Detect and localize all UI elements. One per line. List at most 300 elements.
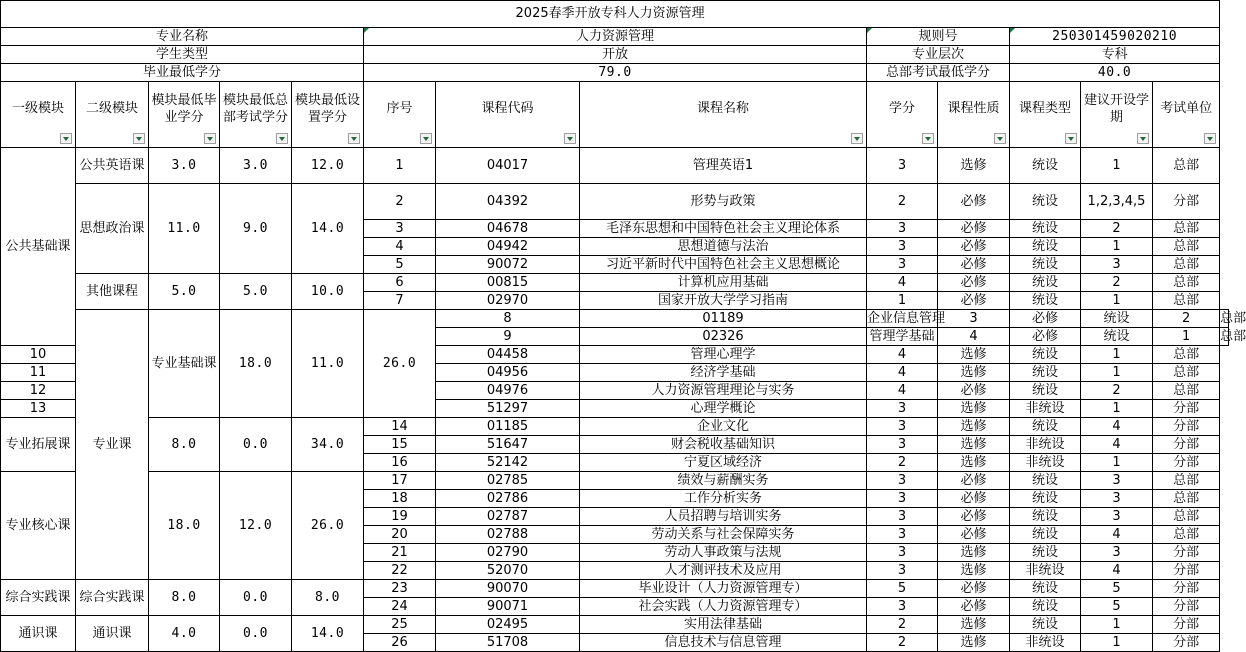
nature-cell[interactable]: 必修 (938, 526, 1010, 544)
code-cell[interactable]: 04942 (436, 238, 580, 256)
seq-cell[interactable]: 10 (1, 346, 76, 364)
module-hq-cell[interactable]: 5.0 (220, 274, 292, 310)
nature-cell[interactable]: 必修 (938, 598, 1010, 616)
type-cell[interactable]: 统设 (1010, 580, 1081, 598)
term-cell[interactable]: 2 (1153, 310, 1220, 328)
filter-dropdown-icon[interactable] (60, 133, 72, 144)
nature-cell[interactable]: 必修 (938, 220, 1010, 238)
module-set-cell[interactable]: 26.0 (292, 472, 364, 580)
code-cell[interactable]: 02790 (436, 544, 580, 562)
title-row (1, 1, 1229, 28)
nature-cell[interactable]: 必修 (938, 580, 1010, 598)
credit-cell[interactable]: 3 (867, 148, 938, 184)
unit-cell[interactable]: 分部 (1153, 562, 1220, 580)
credit-cell[interactable]: 4 (867, 364, 938, 382)
seq-cell[interactable]: 21 (364, 544, 436, 562)
seq-cell[interactable]: 13 (1, 400, 76, 418)
code-cell[interactable]: 01189 (580, 310, 867, 328)
nature-cell[interactable]: 选修 (938, 418, 1010, 436)
course-name-cell[interactable]: 信息技术与信息管理 (580, 634, 867, 652)
code-cell[interactable]: 04976 (436, 382, 580, 400)
unit-cell[interactable]: 总部 (1153, 526, 1220, 544)
term-cell[interactable]: 5 (1081, 580, 1153, 598)
credit-cell[interactable]: 1 (867, 292, 938, 310)
credit-cell[interactable]: 4 (867, 382, 938, 400)
credit-cell[interactable]: 3 (867, 508, 938, 526)
unit-cell[interactable]: 分部 (1153, 436, 1220, 454)
term-cell[interactable]: 1 (1081, 616, 1153, 634)
col-header-mod-min-grad-text: 模块最低毕业学分 (151, 92, 217, 125)
seq-cell[interactable]: 4 (364, 238, 436, 256)
level1-cell-public[interactable]: 公共基础课 (1, 148, 76, 346)
term-cell[interactable]: 3 (1081, 472, 1153, 490)
seq-cell[interactable]: 26 (364, 634, 436, 652)
module-hq-cell[interactable]: 0.0 (220, 580, 292, 616)
seq-cell[interactable]: 6 (364, 274, 436, 292)
type-cell[interactable]: 统设 (1010, 256, 1081, 274)
unit-cell[interactable]: 总部 (1153, 274, 1220, 292)
hq-min-credit-value[interactable]: 40.0 (1010, 64, 1220, 82)
course-name-cell[interactable]: 绩效与薪酬实务 (580, 472, 867, 490)
term-cell[interactable]: 4 (1081, 526, 1153, 544)
type-cell[interactable]: 统设 (1010, 292, 1081, 310)
module-set-cell[interactable]: 10.0 (292, 274, 364, 310)
col-header-name[interactable] (580, 82, 867, 148)
filter-dropdown-icon[interactable] (1065, 133, 1077, 144)
nature-cell[interactable]: 必修 (938, 490, 1010, 508)
code-cell[interactable]: 90071 (436, 598, 580, 616)
seq-cell[interactable]: 5 (364, 256, 436, 274)
type-cell[interactable]: 统设 (1010, 598, 1081, 616)
module-name-cell[interactable]: 思想政治课 (76, 184, 149, 274)
module-name-cell[interactable]: 综合实践课 (76, 580, 149, 616)
seq-cell[interactable]: 2 (364, 184, 436, 220)
course-name-cell[interactable]: 实用法律基础 (580, 616, 867, 634)
module-name-cell[interactable]: 专业拓展课 (1, 418, 76, 472)
seq-cell[interactable]: 22 (364, 562, 436, 580)
code-cell[interactable]: 90070 (436, 580, 580, 598)
code-cell[interactable]: 04678 (436, 220, 580, 238)
course-name-cell[interactable]: 毕业设计（人力资源管理专） (580, 580, 867, 598)
course-name-cell[interactable]: 经济学基础 (580, 364, 867, 382)
credit-cell[interactable]: 3 (938, 310, 1010, 328)
term-cell[interactable]: 1 (1081, 454, 1153, 472)
type-cell[interactable]: 统设 (1010, 616, 1081, 634)
course-name-cell[interactable]: 习近平新时代中国特色社会主义思想概论 (580, 256, 867, 274)
module-grad-cell[interactable]: 18.0 (220, 310, 292, 418)
major-name-value[interactable] (364, 28, 867, 46)
module-set-cell[interactable]: 14.0 (292, 184, 364, 274)
course-name-cell[interactable]: 宁夏区域经济 (580, 454, 867, 472)
table-row (1, 184, 1229, 220)
module-grad-cell[interactable]: 11.0 (149, 184, 220, 274)
module-name-cell[interactable]: 其他课程 (76, 274, 149, 310)
unit-cell[interactable]: 总部 (1220, 329, 1246, 344)
code-cell[interactable]: 02786 (436, 490, 580, 508)
type-cell[interactable]: 统设 (1010, 472, 1081, 490)
filter-dropdown-icon[interactable] (133, 133, 145, 144)
rule-no-label-text: 规则号 (918, 29, 958, 44)
col-header-mod-min-hq-text: 模块最低总部考试学分 (222, 92, 288, 125)
nature-cell[interactable]: 必修 (1010, 328, 1081, 346)
type-cell[interactable]: 非统设 (1010, 634, 1081, 652)
course-name-cell[interactable]: 心理学概论 (580, 400, 867, 418)
nature-cell[interactable]: 选修 (938, 616, 1010, 634)
module-grad-cell[interactable]: 18.0 (149, 472, 220, 580)
credit-cell[interactable]: 3 (867, 220, 938, 238)
unit-cell[interactable]: 分部 (1153, 634, 1220, 652)
credit-cell[interactable]: 3 (867, 400, 938, 418)
table-row (1, 616, 1229, 634)
code-cell[interactable]: 02788 (436, 526, 580, 544)
term-cell[interactable]: 2 (1081, 220, 1153, 238)
code-cell[interactable]: 01185 (436, 418, 580, 436)
seq-cell[interactable]: 3 (364, 220, 436, 238)
term-cell[interactable]: 1 (1081, 364, 1153, 382)
module-hq-cell[interactable]: 11.0 (292, 310, 364, 418)
nature-cell[interactable]: 必修 (938, 274, 1010, 292)
term-cell[interactable]: 4 (1081, 436, 1153, 454)
type-cell[interactable]: 非统设 (1010, 436, 1081, 454)
module-set-cell[interactable]: 26.0 (364, 310, 436, 418)
seq-cell[interactable]: 17 (364, 472, 436, 490)
unit-cell[interactable]: 总部 (1153, 256, 1220, 274)
course-name-cell[interactable]: 思想道德与法治 (580, 238, 867, 256)
term-cell[interactable]: 1 (1081, 400, 1153, 418)
filter-dropdown-icon[interactable] (1137, 133, 1149, 144)
term-cell[interactable]: 1 (1081, 634, 1153, 652)
filter-dropdown-icon[interactable] (420, 133, 432, 144)
table-row (1, 472, 1229, 490)
nature-cell[interactable]: 必修 (938, 238, 1010, 256)
rule-no-label[interactable] (867, 28, 1010, 46)
nature-cell[interactable]: 选修 (938, 634, 1010, 652)
term-cell[interactable]: 1 (1081, 292, 1153, 310)
unit-cell[interactable]: 总部 (1153, 472, 1220, 490)
col-header-level2-text: 二级模块 (85, 101, 138, 116)
credit-cell[interactable]: 3 (867, 598, 938, 616)
module-set-cell[interactable]: 14.0 (292, 616, 364, 652)
nature-cell[interactable]: 选修 (938, 346, 1010, 364)
unit-cell[interactable]: 总部 (1153, 238, 1220, 256)
unit-cell[interactable]: 总部 (1153, 364, 1220, 382)
level-label[interactable]: 专业层次 (867, 46, 1010, 64)
course-name-cell[interactable]: 企业文化 (580, 418, 867, 436)
module-hq-cell[interactable]: 9.0 (220, 184, 292, 274)
module-name-cell[interactable]: 通识课 (76, 616, 149, 652)
code-cell[interactable]: 04017 (436, 148, 580, 184)
rule-no-text: 250301459020210 (1052, 29, 1178, 44)
filter-dropdown-icon[interactable] (276, 133, 288, 144)
code-cell[interactable]: 90072 (436, 256, 580, 274)
nature-cell[interactable]: 选修 (938, 562, 1010, 580)
code-cell[interactable]: 02785 (436, 472, 580, 490)
term-cell[interactable]: 2 (1081, 274, 1153, 292)
module-name-cell[interactable]: 专业基础课 (149, 310, 220, 418)
col-header-term[interactable] (1081, 82, 1153, 148)
type-cell[interactable]: 统设 (1010, 184, 1081, 220)
seq-cell[interactable]: 16 (364, 454, 436, 472)
type-cell[interactable]: 统设 (1010, 238, 1081, 256)
course-name-cell[interactable]: 社会实践（人力资源管理专） (580, 598, 867, 616)
credit-cell[interactable]: 3 (867, 238, 938, 256)
course-name-cell[interactable]: 工作分析实务 (580, 490, 867, 508)
nature-cell[interactable]: 必修 (938, 508, 1010, 526)
term-cell[interactable]: 4 (1081, 418, 1153, 436)
module-name-cell[interactable]: 公共英语课 (76, 148, 149, 184)
type-cell[interactable]: 统设 (1010, 274, 1081, 292)
min-credit-label[interactable]: 毕业最低学分 (1, 64, 364, 82)
nature-cell[interactable]: 选修 (938, 436, 1010, 454)
credit-cell[interactable]: 3 (867, 418, 938, 436)
type-cell[interactable]: 统设 (1010, 220, 1081, 238)
module-grad-cell[interactable]: 8.0 (149, 580, 220, 616)
credit-cell[interactable]: 3 (867, 490, 938, 508)
code-cell[interactable]: 00815 (436, 274, 580, 292)
col-header-mod-min-set[interactable] (292, 82, 364, 148)
col-header-term-text: 建议开设学期 (1083, 92, 1149, 125)
course-name-cell[interactable]: 计算机应用基础 (580, 274, 867, 292)
type-cell[interactable]: 非统设 (1010, 400, 1081, 418)
type-cell[interactable]: 统设 (1081, 310, 1153, 328)
module-name-cell[interactable]: 专业核心课 (1, 472, 76, 580)
code-cell[interactable]: 04956 (436, 364, 580, 382)
course-name-cell[interactable]: 形势与政策 (580, 184, 867, 220)
term-cell[interactable]: 4 (1081, 562, 1153, 580)
credit-cell[interactable]: 3 (867, 526, 938, 544)
course-name-cell[interactable]: 人员招聘与培训实务 (580, 508, 867, 526)
unit-cell[interactable]: 分部 (1153, 598, 1220, 616)
type-cell[interactable]: 统设 (1010, 346, 1081, 364)
course-name-cell[interactable]: 劳动人事政策与法规 (580, 544, 867, 562)
level1-cell-major[interactable]: 专业课 (76, 310, 149, 580)
code-cell[interactable]: 04392 (436, 184, 580, 220)
col-header-nature[interactable] (938, 82, 1010, 148)
student-type-label[interactable]: 学生类型 (1, 46, 364, 64)
seq-cell[interactable]: 9 (436, 328, 580, 346)
code-cell[interactable]: 51297 (436, 400, 580, 418)
filter-dropdown-icon[interactable] (851, 133, 863, 144)
term-cell[interactable]: 3 (1081, 490, 1153, 508)
rule-no-value[interactable] (1010, 28, 1220, 46)
seq-cell[interactable]: 19 (364, 508, 436, 526)
major-name-text: 人力资源管理 (575, 29, 654, 44)
unit-cell[interactable]: 总部 (1153, 346, 1220, 364)
unit-cell[interactable]: 总部 (1153, 292, 1220, 310)
seq-cell[interactable]: 25 (364, 616, 436, 634)
term-cell[interactable]: 1 (1153, 328, 1220, 346)
course-name-cell[interactable]: 管理学基础 (867, 328, 938, 346)
nature-cell[interactable]: 选修 (938, 454, 1010, 472)
credit-cell[interactable]: 2 (867, 184, 938, 220)
hq-min-credit-label[interactable]: 总部考试最低学分 (867, 64, 1010, 82)
course-name-cell[interactable]: 管理心理学 (580, 346, 867, 364)
credit-cell[interactable]: 5 (867, 580, 938, 598)
credit-cell[interactable]: 3 (867, 256, 938, 274)
module-grad-cell[interactable]: 3.0 (149, 148, 220, 184)
nature-cell[interactable]: 选修 (938, 400, 1010, 418)
col-header-unit[interactable] (1153, 82, 1220, 148)
unit-cell[interactable]: 总部 (1153, 148, 1220, 184)
module-grad-cell[interactable]: 5.0 (149, 274, 220, 310)
nature-cell[interactable]: 必修 (938, 382, 1010, 400)
course-name-cell[interactable]: 人力资源管理理论与实务 (580, 382, 867, 400)
credit-cell[interactable]: 3 (867, 562, 938, 580)
col-header-credit[interactable] (867, 82, 938, 148)
term-cell[interactable]: 3 (1081, 508, 1153, 526)
term-cell[interactable]: 5 (1081, 598, 1153, 616)
filter-dropdown-icon[interactable] (1204, 133, 1216, 144)
nature-cell[interactable]: 选修 (938, 364, 1010, 382)
col-header-level1[interactable] (1, 82, 76, 148)
credit-cell[interactable]: 2 (867, 634, 938, 652)
nature-cell[interactable]: 必修 (938, 184, 1010, 220)
module-set-cell[interactable]: 34.0 (292, 418, 364, 472)
filter-dropdown-icon[interactable] (994, 133, 1006, 144)
credit-cell[interactable]: 2 (867, 616, 938, 634)
type-cell[interactable]: 统设 (1010, 544, 1081, 562)
col-header-mod-min-hq[interactable] (220, 82, 292, 148)
nature-cell[interactable]: 选修 (938, 148, 1010, 184)
filter-dropdown-icon[interactable] (348, 133, 360, 144)
term-cell[interactable]: 2 (1081, 382, 1153, 400)
module-set-cell[interactable]: 8.0 (292, 580, 364, 616)
level-value[interactable]: 专科 (1010, 46, 1220, 64)
code-cell[interactable]: 52142 (436, 454, 580, 472)
seq-cell[interactable]: 11 (1, 364, 76, 382)
code-cell[interactable]: 02970 (436, 292, 580, 310)
type-cell[interactable]: 非统设 (1010, 562, 1081, 580)
seq-cell[interactable]: 20 (364, 526, 436, 544)
type-cell[interactable]: 统设 (1010, 364, 1081, 382)
min-credit-value[interactable]: 79.0 (364, 64, 867, 82)
code-cell[interactable]: 51708 (436, 634, 580, 652)
module-hq-cell[interactable]: 0.0 (220, 616, 292, 652)
credit-cell[interactable]: 2 (867, 454, 938, 472)
unit-cell[interactable]: 分部 (1153, 580, 1220, 598)
type-cell[interactable]: 统设 (1010, 490, 1081, 508)
code-cell[interactable]: 04458 (436, 346, 580, 364)
seq-cell[interactable]: 12 (1, 382, 76, 400)
filter-dropdown-icon[interactable] (564, 133, 576, 144)
credit-cell[interactable]: 4 (938, 328, 1010, 346)
col-header-level2[interactable] (76, 82, 149, 148)
credit-cell[interactable]: 3 (867, 472, 938, 490)
col-header-mod-min-set-text: 模块最低设置学分 (294, 92, 360, 125)
module-hq-cell[interactable]: 12.0 (220, 472, 292, 580)
nature-cell[interactable]: 必修 (938, 256, 1010, 274)
major-name-label[interactable]: 专业名称 (1, 28, 364, 46)
type-cell[interactable]: 统设 (1010, 148, 1081, 184)
course-name-cell[interactable]: 人才测评技术及应用 (580, 562, 867, 580)
module-set-cell[interactable]: 12.0 (292, 148, 364, 184)
col-header-seq-text: 序号 (386, 101, 413, 116)
credit-cell[interactable]: 4 (867, 274, 938, 292)
seq-cell[interactable]: 23 (364, 580, 436, 598)
module-grad-cell[interactable]: 8.0 (149, 418, 220, 472)
type-cell[interactable]: 统设 (1010, 382, 1081, 400)
col-header-mod-min-grad[interactable] (149, 82, 220, 148)
unit-cell[interactable]: 分部 (1153, 400, 1220, 418)
sheet-title[interactable]: 2025春季开放专科人力资源管理 (1, 1, 1220, 28)
nature-cell[interactable]: 必修 (1010, 310, 1081, 328)
col-header-code[interactable] (436, 82, 580, 148)
table-row (1, 274, 1229, 292)
type-cell[interactable]: 非统设 (1010, 454, 1081, 472)
course-name-cell[interactable]: 财会税收基础知识 (580, 436, 867, 454)
unit-cell[interactable]: 总部 (1220, 311, 1246, 326)
code-cell[interactable]: 02326 (580, 328, 867, 346)
col-header-unit-text: 考试单位 (1160, 101, 1213, 116)
course-name-cell[interactable]: 劳动关系与社会保障实务 (580, 526, 867, 544)
nature-cell[interactable]: 必修 (938, 292, 1010, 310)
nature-cell[interactable]: 选修 (938, 544, 1010, 562)
course-name-cell[interactable]: 国家开放大学学习指南 (580, 292, 867, 310)
seq-cell[interactable]: 7 (364, 292, 436, 310)
module-hq-cell[interactable]: 3.0 (220, 148, 292, 184)
term-cell[interactable]: 3 (1081, 256, 1153, 274)
module-grad-cell[interactable]: 4.0 (149, 616, 220, 652)
unit-cell[interactable]: 分部 (1153, 184, 1220, 220)
col-header-type[interactable] (1010, 82, 1081, 148)
course-name-cell[interactable]: 毛泽东思想和中国特色社会主义理论体系 (580, 220, 867, 238)
table-row (1, 580, 1229, 598)
level1-cell-general[interactable]: 通识课 (1, 616, 76, 652)
credit-cell[interactable]: 4 (867, 346, 938, 364)
term-cell[interactable]: 1 (1081, 148, 1153, 184)
term-cell[interactable]: 3 (1081, 544, 1153, 562)
table-row (1, 148, 1229, 184)
filter-dropdown-icon[interactable] (922, 133, 934, 144)
seq-cell[interactable]: 1 (364, 148, 436, 184)
col-header-seq[interactable] (364, 82, 436, 148)
code-cell[interactable]: 02787 (436, 508, 580, 526)
course-name-cell[interactable]: 管理英语1 (580, 148, 867, 184)
credit-cell[interactable]: 3 (867, 436, 938, 454)
credit-cell[interactable]: 3 (867, 544, 938, 562)
term-cell[interactable]: 1 (1081, 238, 1153, 256)
student-type-value[interactable]: 开放 (364, 46, 867, 64)
unit-cell[interactable]: 总部 (1153, 508, 1220, 526)
unit-cell[interactable]: 分部 (1153, 616, 1220, 634)
type-cell[interactable]: 统设 (1081, 328, 1153, 346)
seq-cell[interactable]: 18 (364, 490, 436, 508)
term-cell[interactable]: 1,2,3,4,5 (1081, 184, 1153, 220)
nature-cell[interactable]: 必修 (938, 472, 1010, 490)
level1-cell-practice[interactable]: 综合实践课 (1, 580, 76, 616)
code-cell[interactable]: 02495 (436, 616, 580, 634)
course-name-cell[interactable]: 企业信息管理 (867, 311, 946, 326)
seq-cell[interactable]: 8 (436, 310, 580, 328)
unit-cell[interactable]: 分部 (1153, 544, 1220, 562)
seq-cell[interactable]: 15 (364, 436, 436, 454)
filter-dropdown-icon[interactable] (204, 133, 216, 144)
unit-cell[interactable]: 分部 (1153, 418, 1220, 436)
unit-cell[interactable]: 总部 (1153, 382, 1220, 400)
unit-cell[interactable]: 分部 (1153, 454, 1220, 472)
type-cell[interactable]: 统设 (1010, 418, 1081, 436)
type-cell[interactable]: 统设 (1010, 508, 1081, 526)
term-cell[interactable]: 1 (1081, 346, 1153, 364)
unit-cell[interactable]: 总部 (1153, 220, 1220, 238)
seq-cell[interactable]: 14 (364, 418, 436, 436)
seq-cell[interactable]: 24 (364, 598, 436, 616)
module-hq-cell[interactable]: 0.0 (220, 418, 292, 472)
code-cell[interactable]: 51647 (436, 436, 580, 454)
type-cell[interactable]: 统设 (1010, 526, 1081, 544)
unit-cell[interactable]: 总部 (1153, 490, 1220, 508)
code-cell[interactable]: 52070 (436, 562, 580, 580)
